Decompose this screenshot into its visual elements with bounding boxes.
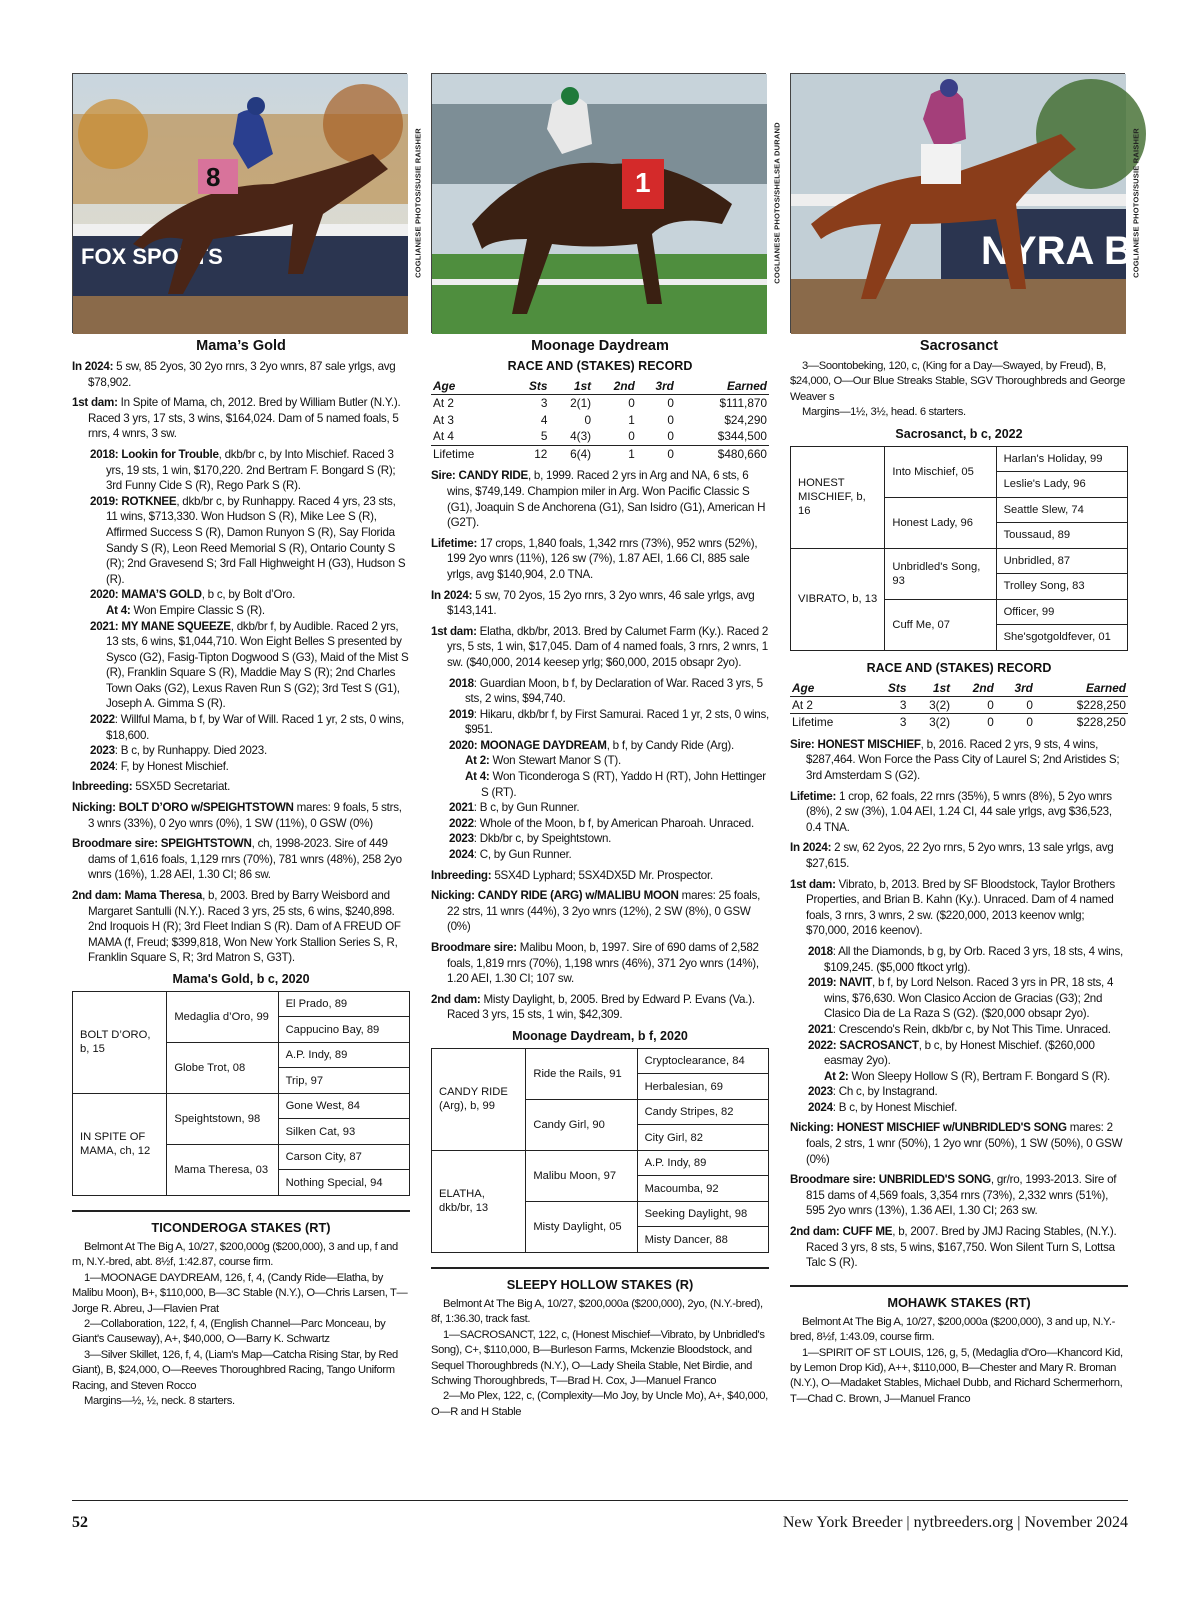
pedigree-paragraph	[72, 759, 410, 775]
pedigree-paragraph	[431, 831, 769, 847]
paragraph-text: , b, 2003. Bred by Barry Weisbord and Margaret Santulli (N.Y.). Raced 3 yrs, 25 sts, 6 wins, $240,898. 2nd Iroquois H (R); 3rd Fleet Indian S (R). Dam of A FREUD OF MAMA (f, Freud; $399,818, Won New York Stallion Series S, R, Franklin Square S, R; 3rd Matron S, G3T).	[88, 889, 401, 965]
pedigree-grandparent: Medaglia d’Oro, 99	[167, 991, 278, 1042]
paragraph-label: In 2024:	[431, 588, 473, 602]
record-cell: Lifetime	[790, 714, 869, 731]
record-header-cell: Age	[790, 680, 869, 697]
paragraph-text: Misty Daylight, b, 2005. Bred by Edward P. Evans (Va.). Raced 3 yrs, 15 sts, 1 win, $42,309.	[447, 992, 755, 1022]
pedigree-paragraph	[431, 738, 769, 754]
stakes-line: 2—Mo Plex, 122, c, (Complexity—Mo Joy, by Uncle Mo), A+, $40,000, O—R and H Stable	[431, 1390, 768, 1418]
paragraph-label: Inbreeding:	[72, 780, 133, 794]
paragraph-label: Broodmare sire:	[431, 941, 517, 954]
pedigree-great-grandparent: Toussaud, 89	[996, 523, 1127, 549]
paragraph-text: Elatha, dkb/br, 2013. Bred by Calumet Farm (Ky.). Raced 2 yrs, 5 sts, 1 win, $17,045. Dam of 4 named foals, 3 rnrs, 2 wnrs, 1 sw. ($40,000, 2014 keesep yrlg; $60,000, 2015 obsapr 2yo).	[447, 624, 769, 669]
paragraph-label: Lifetime:	[790, 789, 837, 803]
record-header-cell: 2nd	[593, 378, 637, 395]
pedigree-paragraph	[790, 975, 1128, 1022]
record-cell: 1	[628, 412, 635, 427]
stakes-results-continued	[790, 359, 1128, 421]
stakes-line: 1—SACROSANCT, 122, c, (Honest Mischief—Vibrato, by Unbridled's Song), C+, $110,000, B—Burleson Farms, Mckenzie Bloodstock, and Sequel Thoroughbreds (N.Y.), O—Lady Sheila Stable, Net Birdie, and Schwing Thoroughbreds, T—Brad H. Cox, J—Manuel Franco	[431, 1328, 765, 1387]
paragraph-label: 2019	[449, 707, 474, 721]
column-left	[72, 73, 423, 1409]
pedigree-notes	[431, 468, 769, 1023]
paragraph-text: : Willful Mama, b f, by War of Will. Raced 1 yr, 2 sts, 0 wins, $18,600.	[106, 713, 404, 742]
pedigree-paragraph	[790, 1084, 1128, 1100]
race-record-table	[790, 680, 1128, 731]
record-cell: 12	[510, 445, 549, 462]
banner-text: NYRA BE	[981, 229, 1160, 273]
pedigree-great-grandparent: Cryptoclearance, 84	[637, 1048, 768, 1074]
pedigree-paragraph	[790, 1022, 1128, 1038]
pedigree-grandparent: Unbridled's Song, 93	[885, 548, 996, 599]
race-photo	[431, 73, 766, 333]
pedigree-paragraph	[790, 1224, 1128, 1271]
record-cell: 2(1)	[570, 396, 592, 410]
pedigree-great-grandparent: Macoumba, 92	[637, 1176, 768, 1202]
record-header-cell: 1st	[908, 680, 952, 697]
paragraph-text: : All the Diamonds, b g, by Orb. Raced 3 yrs, 18 sts, 4 wins, $109,245. ($5,000 ftkoct yrlg).	[824, 944, 1123, 974]
paragraph-label: Broodmare sire: UNBRIDLED'S SONG	[790, 1173, 991, 1187]
paragraph-label: 2022	[90, 713, 115, 727]
paragraph-text: mares: 9 foals, 5 strs, 3 wnrs (33%), 0 2yo wnrs (0%), 1 SW (11%), 0 GSW (0%)	[88, 801, 402, 830]
record-cell: 1	[593, 445, 637, 462]
paragraph-text: : Whole of the Moon, b f, by American Pharoah. Unraced.	[473, 816, 754, 830]
paragraph-label: In 2024:	[72, 360, 114, 373]
record-header-cell: 3rd	[637, 378, 676, 395]
magazine-info: New York Breeder | nytbreeders.org | November 2024	[782, 1514, 1128, 1531]
pedigree-title: Moonage Daydream, b f, 2020	[512, 1028, 688, 1043]
paragraph-label: 2018	[449, 676, 474, 690]
pedigree-paragraph	[431, 816, 769, 832]
record-header-cell: Earned	[1035, 680, 1128, 697]
paragraph-text: : Crescendo's Rein, dkb/br c, by Not This Time. Unraced.	[832, 1022, 1111, 1036]
banner-text: FOX SPORTS	[81, 244, 223, 269]
paragraph-text: , b, 1999. Raced 2 yrs in Arg and NA, 6 sts, 6 wins, $749,149. Champion miler in Arg. Won Pacific Classic S (G1), Joaquin S de Anchorena (G1), San Isidro (G1), American H (G2T).	[447, 469, 766, 530]
pedigree-grandparent: Candy Girl, 90	[526, 1099, 637, 1150]
pedigree-great-grandparent: Seattle Slew, 74	[996, 497, 1127, 523]
pedigree-notes	[790, 737, 1128, 1271]
stakes-line: 1—MOONAGE DAYDREAM, 126, f, 4, (Candy Ride—Elatha, by Malibu Moon), B+, $110,000, B—3C Stable (N.Y.), O—Chris Larsen, T—Jorge R. Abreu, J—Flavien Prat	[72, 1271, 408, 1315]
paragraph-text: : Hikaru, dkb/br f, by First Samurai. Raced 1 yr, 2 sts, 0 wins, $951.	[465, 707, 769, 737]
pedigree-grandparent: Mama Theresa, 03	[167, 1144, 278, 1195]
stakes-line: 2—Collaboration, 122, f, 4, (English Channel—Parc Monceau, by Giant's Causeway), A+, $40,000, O—Barry K. Schwartz	[72, 1318, 386, 1346]
pedigree-paragraph	[72, 619, 410, 713]
record-header-cell: Sts	[510, 378, 549, 395]
photo-sacrosanct	[790, 73, 1160, 333]
pedigree-great-grandparent: Harlan's Holiday, 99	[996, 446, 1127, 472]
pedigree-paragraph	[72, 494, 410, 588]
record-cell: 5	[540, 429, 548, 444]
pedigree-paragraph	[431, 753, 769, 769]
pedigree-great-grandparent: El Prado, 89	[278, 991, 409, 1017]
pedigree-paragraph	[431, 588, 769, 619]
record-row	[790, 714, 1128, 731]
paragraph-text: : B c, by Honest Mischief.	[832, 1100, 958, 1114]
paragraph-text: : F, by Honest Mischief.	[114, 759, 229, 773]
record-row	[790, 696, 1128, 714]
pedigree-paragraph	[72, 836, 410, 883]
pedigree-parent: HONEST MISCHIEF, b, 16	[791, 446, 885, 548]
record-header-cell: Sts	[869, 680, 908, 697]
paragraph-text: 5SX5D Secretariat.	[132, 780, 231, 794]
pedigree-great-grandparent: Carson City, 87	[278, 1144, 409, 1170]
pedigree-paragraph	[431, 624, 769, 671]
pedigree-great-grandparent: Officer, 99	[996, 599, 1127, 625]
paragraph-label: 1st dam:	[431, 624, 477, 638]
paragraph-text: : B c, by Runhappy. Died 2023.	[114, 744, 267, 758]
paragraph-text: , ch, 1998-2023. Sire of 449 dams of 1,616 foals, 1,129 rnrs (70%), 781 wnrs (48%), 258 2yo wnrs (16%), 1.28 AEI, 1.30 CI; 86 sw.	[88, 837, 402, 882]
pedigree-great-grandparent: City Girl, 82	[637, 1125, 768, 1151]
photo-moonage-daydream	[431, 73, 782, 333]
paragraph-text: , b f, by Lord Nelson. Raced 3 yrs in PR, 18 sts, 4 wins, $76,630. Won Clasico Accion de Gracias (G3); 2nd Clasico Dia de La Raza S (G2). ($20,000 obsapr 2yo).	[824, 976, 1114, 1021]
paragraph-label: Broodmare sire: SPEIGHTSTOWN	[72, 837, 252, 851]
pedigree-paragraph	[431, 676, 769, 707]
stakes-line: Margins—½, ½, neck. 8 starters.	[84, 1395, 235, 1408]
paragraph-text: , dkb/br c, by Runhappy. Raced 4 yrs, 23 sts, 11 wins, $713,330. Won Hudson S (R), Mike Lee S (R), Affirmed Success S (R), Damon Runyon S (R), Say Florida Sandy S (R), Leon Reed Memorial S (R), Ontario County S (R); 2nd Gravesend S; 3rd Fall Highweight H (G3), Hudson S (R).	[106, 494, 406, 586]
stakes-line: Margins—1½, 3½, head. 6 starters.	[802, 406, 966, 419]
pedigree-paragraph	[72, 359, 410, 390]
pedigree-great-grandparent: Trolley Song, 83	[996, 574, 1127, 600]
record-row	[431, 412, 769, 429]
paragraph-text: 1 crop, 62 foals, 22 rnrs (35%), 5 wnrs (8%), 5 2yo wnrs (8%), 2 sw (3%), 1.04 AEI, 1.24 CI, 44 sale yrlgs, avg $36,523, 0.4 TNA.	[806, 789, 1112, 834]
paragraph-label: 2021: MY MANE SQUEEZE	[90, 619, 231, 633]
record-header-cell: Earned	[676, 378, 769, 395]
pedigree-paragraph	[431, 536, 769, 583]
footer-rule	[72, 1500, 1128, 1501]
pedigree-paragraph	[431, 468, 769, 530]
record-cell: 3(2)	[929, 697, 951, 712]
pedigree-great-grandparent: Herbalesian, 69	[637, 1074, 768, 1100]
pedigree-paragraph	[431, 992, 769, 1023]
record-cell: 3	[540, 396, 548, 410]
pedigree-paragraph	[431, 940, 769, 987]
record-cell: At 3	[433, 412, 454, 427]
paragraph-text: , b, 2007. Bred by JMJ Racing Stables, (N.Y.). Raced 3 yrs, 8 sts, 5 wins, $167,750. Won Silent Turn S, Lottsa Talc S (R).	[806, 1225, 1117, 1270]
pedigree-paragraph	[790, 1120, 1128, 1167]
paragraph-label: Sire: CANDY RIDE	[431, 469, 528, 483]
pedigree-paragraph	[790, 1172, 1128, 1219]
pedigree-title: Sacrosanct, b c, 2022	[895, 426, 1023, 441]
paragraph-text: In Spite of Mama, ch, 2012. Bred by William Butler (N.Y.). Raced 3 yrs, 17 sts, 3 wins, $164,024. Dam of 5 named foals, 5 rnrs, 4 wnrs, 3 sw.	[88, 396, 401, 441]
record-cell: 3	[869, 714, 908, 731]
pedigree-paragraph	[72, 888, 410, 966]
pedigree-paragraph	[72, 743, 410, 759]
pedigree-grandparent: Honest Lady, 96	[885, 497, 996, 548]
pedigree-great-grandparent: Misty Dancer, 88	[637, 1227, 768, 1253]
paragraph-text: Malibu Moon, b, 1997. Sire of 690 dams of 2,582 foals, 1,819 rnrs (70%), 1,198 wnrs (46%), 371 2yo wnrs (14%), 1.20 AEI, 1.30 CI; 107 sw.	[447, 941, 759, 986]
paragraph-text: Won Empire Classic S (R).	[130, 603, 265, 617]
stakes-line: Belmont At The Big A, 10/27, $200,000a ($200,000), 2yo, (N.Y.-bred), 8f, 1:36.30, track fast.	[431, 1297, 763, 1326]
pedigree-grandparent: Globe Trot, 08	[167, 1042, 278, 1093]
record-cell: 0	[637, 445, 676, 462]
record-header-cell: 1st	[549, 378, 593, 395]
pedigree-paragraph	[790, 944, 1128, 975]
paragraph-label: 1st dam:	[72, 396, 118, 410]
paragraph-text: : Ch c, by Instagrand.	[832, 1085, 938, 1099]
pedigree-notes	[72, 359, 410, 966]
record-cell: 0	[628, 396, 635, 410]
pedigree-paragraph	[431, 707, 769, 738]
record-header-cell: 2nd	[952, 680, 996, 697]
paragraph-text: , b f, by Candy Ride (Arg).	[606, 738, 734, 752]
paragraph-text: , b c, by Bolt d’Oro.	[201, 588, 296, 602]
record-title: RACE AND (STAKES) RECORD	[866, 660, 1052, 675]
paragraph-text: : C, by Gun Runner.	[473, 848, 572, 862]
pedigree-paragraph	[790, 877, 1128, 939]
paragraph-label: Inbreeding:	[431, 868, 492, 882]
pedigree-table	[790, 446, 1128, 651]
record-cell: 0	[996, 714, 1035, 731]
record-cell: 0	[628, 429, 635, 444]
paragraph-label: Lifetime:	[431, 536, 478, 550]
paragraph-text: Vibrato, b, 2013. Bred by SF Bloodstock, Taylor Brothers Properties, and Brian B. Kahn (Ky.). Unraced. Dam of 4 named foals, 3 rnrs, 3 wnrs, 2 sw. ($220,000, 2013 keenov wnlg; $70,000, 2016 keenov).	[806, 877, 1115, 938]
pedigree-paragraph	[72, 603, 410, 619]
pedigree-grandparent: Malibu Moon, 97	[526, 1150, 637, 1201]
paragraph-label: At 4:	[465, 770, 490, 784]
record-cell: Lifetime	[431, 445, 510, 462]
paragraph-label: In 2024:	[790, 841, 832, 855]
record-cell: $111,870	[719, 396, 767, 410]
paragraph-text: Won Ticonderoga S (RT), Yaddo H (RT), John Hettinger S (RT).	[481, 770, 766, 799]
paragraph-text: 2 sw, 62 2yos, 22 2yo rnrs, 5 2yo wnrs, 13 sale yrlgs, avg $27,615.	[806, 841, 1114, 870]
pedigree-parent: VIBRATO, b, 13	[791, 548, 885, 650]
record-cell: $228,250	[1035, 714, 1128, 731]
pedigree-paragraph	[72, 779, 410, 795]
photo-credit: COGLIANESE PHOTOS/SUSIE RAISHER	[1131, 128, 1141, 278]
pedigree-paragraph	[790, 1038, 1128, 1069]
page-number: 52	[72, 1514, 88, 1531]
paragraph-text: mares: 2 foals, 2 strs, 1 wnr (50%), 1 2yo wnr (50%), 1 SW (50%), 0 GSW (0%)	[806, 1121, 1123, 1166]
paragraph-label: 2024	[808, 1100, 833, 1114]
pedigree-great-grandparent: Cappucino Bay, 89	[278, 1017, 409, 1043]
paragraph-label: 2023	[808, 1085, 833, 1099]
record-title: RACE AND (STAKES) RECORD	[507, 359, 693, 373]
record-cell: At 4	[433, 429, 454, 444]
pedigree-great-grandparent: Silken Cat, 93	[278, 1119, 409, 1145]
stakes-line: Belmont At The Big A, 10/27, $200,000a ($200,000), 3 and up, N.Y.-bred, 8½f, 1:43.09, course firm.	[790, 1315, 1115, 1344]
record-cell: 0	[667, 396, 674, 410]
paragraph-label: 2022: SACROSANCT	[808, 1038, 919, 1052]
paragraph-label: 2nd dam: Mama Theresa	[72, 889, 203, 902]
pedigree-great-grandparent: Nothing Special, 94	[278, 1170, 409, 1196]
paragraph-label: 2021	[808, 1022, 833, 1036]
pedigree-paragraph	[790, 840, 1128, 871]
stakes-title: TICONDEROGA STAKES (RT)	[72, 1210, 410, 1235]
pedigree-paragraph	[790, 1069, 1128, 1085]
paragraph-label: 2020: MAMA’S GOLD	[90, 588, 202, 602]
stakes-results	[72, 1240, 410, 1409]
paragraph-label: 2023	[90, 744, 115, 758]
record-cell: 0	[667, 429, 674, 444]
pedigree-parent: CANDY RIDE (Arg), b, 99	[432, 1048, 526, 1150]
paragraph-text: , b, 2016. Raced 2 yrs, 9 sts, 4 wins, $287,464. Won Force the Pass City of Laurel S; 2nd Aristides S; 3rd Amsterdam S (G2).	[806, 737, 1120, 782]
pedigree-great-grandparent: Candy Stripes, 82	[637, 1099, 768, 1125]
pedigree-grandparent: Cuff Me, 07	[885, 599, 996, 650]
paragraph-label: 2019: ROTKNEE	[90, 494, 177, 508]
pedigree-paragraph	[72, 395, 410, 442]
record-cell: 0	[952, 714, 996, 731]
race-photo	[72, 73, 407, 333]
record-cell: At 2	[433, 396, 454, 410]
record-row	[431, 445, 769, 462]
stakes-line: 1—SPIRIT OF ST LOUIS, 126, g, 5, (Medaglia d'Oro—Khancord Kid, by Lemon Drop Kid), A++, $110,000, B—Chester and Mary R. Broman (N.Y.), O—Madaket Stables, Michael Dubb, and Richard Schermerhorn, T—Chad C. Brown, J—Manuel Franco	[790, 1346, 1123, 1405]
photo-mamas-gold	[72, 73, 423, 333]
paragraph-text: : Dkb/br c, by Speightstown.	[473, 832, 612, 846]
pedigree-table	[431, 1048, 769, 1253]
paragraph-label: 2020: MOONAGE DAYDREAM	[449, 738, 607, 752]
record-cell: 0	[1026, 697, 1033, 712]
paragraph-label: 2nd dam: CUFF ME	[790, 1225, 893, 1239]
pedigree-great-grandparent: She'sgotgoldfever, 01	[996, 625, 1127, 651]
pedigree-grandparent: Ride the Rails, 91	[526, 1048, 637, 1099]
stakes-line: Belmont At The Big A, 10/27, $200,000g ($200,000), 3 and up, f and m, N.Y.-bred, abt. 8½f, 1:42.87, course firm.	[72, 1240, 398, 1269]
paragraph-label: Nicking: HONEST MISCHIEF w/UNBRIDLED'S SONG	[790, 1121, 1067, 1135]
paragraph-label: 2024	[449, 848, 474, 862]
paragraph-label: Sire: HONEST MISCHIEF	[790, 737, 921, 751]
paragraph-text: , gr/ro, 1993-2013. Sire of 815 dams of 4,569 foals, 3,354 rnrs (73%), 2,332 wnrs (51%), 595 2yo wnrs (13%), 1.36 AEI, 1.30 CI; 263 sw.	[806, 1173, 1117, 1218]
photo-credit: COGLIANESE PHOTOS/SHELSEA DURAND	[772, 122, 782, 284]
paragraph-text: 5 sw, 85 2yos, 30 2yo rnrs, 3 2yo wnrs, 87 sale yrlgs, avg $78,902.	[88, 360, 396, 389]
svg-text:8: 8	[206, 162, 221, 192]
paragraph-text: 17 crops, 1,840 foals, 1,342 rnrs (73%), 952 wnrs (52%), 199 2yo wnrs (11%), 126 sw (7%), 1.87 AEI, 1.66 CI, 885 sale yrlgs, avg $140,904, 2.0 TNA.	[447, 536, 758, 581]
pedigree-grandparent: Misty Daylight, 05	[526, 1201, 637, 1252]
record-cell: $24,290	[724, 412, 767, 427]
record-cell: At 2	[792, 697, 813, 712]
pedigree-great-grandparent: Leslie's Lady, 96	[996, 472, 1127, 498]
record-header-cell: Age	[431, 378, 510, 395]
pedigree-great-grandparent: A.P. Indy, 89	[278, 1042, 409, 1068]
paragraph-label: Nicking: BOLT D’ORO w/SPEIGHTSTOWN	[72, 801, 294, 815]
paragraph-label: 2023	[449, 832, 474, 846]
record-cell: 4	[540, 412, 548, 427]
pedigree-paragraph	[72, 712, 410, 743]
paragraph-label: 2018: Lookin for Trouble	[90, 447, 219, 461]
stakes-title: SLEEPY HOLLOW STAKES (R)	[431, 1267, 769, 1292]
stakes-line: 3—Soontobeking, 120, c, (King for a Day—Swayed, by Freud), B, $24,000, O—Our Blue Streaks Stable, SGV Thoroughbreds and George Weaver s	[790, 360, 1125, 403]
paragraph-text: : Guardian Moon, b f, by Declaration of War. Raced 3 yrs, 5 sts, 2 wins, $94,740.	[465, 676, 763, 706]
pedigree-great-grandparent: Seeking Daylight, 98	[637, 1201, 768, 1227]
record-cell: 3(2)	[908, 714, 952, 731]
photo-credit: COGLIANESE PHOTOS/SUSIE RAISHER	[413, 128, 423, 278]
paragraph-label: At 2:	[465, 754, 490, 768]
pedigree-paragraph	[431, 800, 769, 816]
record-cell: 6(4)	[549, 445, 593, 462]
record-cell: $480,660	[676, 445, 769, 462]
paragraph-text: 5 sw, 70 2yos, 15 2yo rnrs, 3 2yo wnrs, 46 sale yrlgs, avg $143,141.	[447, 588, 755, 618]
pedigree-paragraph	[431, 847, 769, 863]
stakes-results	[790, 1315, 1128, 1407]
pedigree-paragraph	[431, 888, 769, 935]
record-cell: 4(3)	[570, 429, 592, 444]
stakes-title: MOHAWK STAKES (RT)	[790, 1285, 1128, 1310]
photo-caption: Mama’s Gold	[196, 338, 286, 354]
paragraph-label: Nicking: CANDY RIDE (ARG) w/MALIBU MOON	[431, 889, 679, 903]
paragraph-label: 2024	[90, 759, 115, 773]
record-row	[431, 428, 769, 445]
paragraph-text: : B c, by Gun Runner.	[473, 801, 580, 815]
record-cell: 0	[667, 412, 674, 427]
pedigree-great-grandparent: Trip, 97	[278, 1068, 409, 1094]
stakes-line: 3—Silver Skillet, 126, f, 4, (Liam's Map—Catcha Rising Star, by Red Giant), B, $24,000, O—Reeves Thoroughbred Racing, Tango Uniform Racing, and Steven Rocco	[72, 1348, 398, 1392]
pedigree-paragraph	[72, 447, 410, 494]
record-cell: 0	[987, 697, 994, 712]
pedigree-great-grandparent: Gone West, 84	[278, 1093, 409, 1119]
pedigree-great-grandparent: A.P. Indy, 89	[637, 1150, 768, 1176]
column-right	[790, 73, 1160, 1407]
pedigree-paragraph	[431, 868, 769, 884]
pedigree-paragraph	[790, 789, 1128, 836]
pedigree-paragraph	[790, 737, 1128, 784]
pedigree-paragraph	[72, 800, 410, 831]
paragraph-text: mares: 25 foals, 22 strs, 11 wnrs (44%), 3 2yo wnrs (12%), 2 SW (8%), 0 GSW (0%)	[447, 889, 761, 934]
paragraph-text: 5SX4D Lyphard; 5SX4DX5D Mr. Prospector.	[491, 868, 713, 882]
record-row	[431, 395, 769, 412]
pedigree-parent: ELATHA, dkb/br, 13	[432, 1150, 526, 1252]
paragraph-label: 2022	[449, 816, 474, 830]
pedigree-grandparent: Into Mischief, 05	[885, 446, 996, 497]
paragraph-label: 2nd dam:	[431, 992, 481, 1006]
paragraph-text: , dkb/br c, by Into Mischief. Raced 3 yrs, 19 sts, 1 win, $170,220. 2nd Bertram F. Bongard S (R); 3rd Funny Cide S (R), Rego Park S (R).	[106, 447, 396, 493]
paragraph-text: , b c, by Honest Mischief. ($260,000 easmay 2yo).	[824, 1038, 1095, 1068]
paragraph-text: Won Sleepy Hollow S (R), Bertram F. Bongard S (R).	[848, 1069, 1111, 1083]
paragraph-label: 2021	[449, 801, 474, 815]
record-cell: 3	[899, 697, 907, 712]
record-cell: $344,500	[717, 429, 767, 444]
photo-caption: Sacrosanct	[919, 338, 999, 354]
record-cell: 0	[584, 412, 592, 427]
pedigree-table	[72, 991, 410, 1196]
record-cell: $228,250	[1076, 697, 1126, 712]
pedigree-paragraph	[790, 1100, 1128, 1116]
pedigree-paragraph	[431, 769, 769, 800]
stakes-results	[431, 1297, 769, 1420]
column-middle	[431, 73, 782, 1420]
paragraph-label: 2018	[808, 944, 833, 958]
paragraph-label: At 2:	[824, 1069, 849, 1083]
pedigree-parent: BOLT D’ORO, b, 15	[73, 991, 167, 1093]
paragraph-label: 2019: NAVIT	[808, 976, 873, 990]
paragraph-label: 1st dam:	[790, 877, 836, 891]
record-header-cell: 3rd	[996, 680, 1035, 697]
pedigree-great-grandparent: Unbridled, 87	[996, 548, 1127, 574]
pedigree-title: Mama's Gold, b c, 2020	[172, 971, 310, 986]
pedigree-parent: IN SPITE OF MAMA, ch, 12	[73, 1093, 167, 1195]
paragraph-text: Won Stewart Manor S (T).	[489, 754, 621, 768]
paragraph-label: At 4:	[106, 603, 131, 617]
race-record-table	[431, 378, 769, 462]
pedigree-paragraph	[72, 587, 410, 603]
pedigree-grandparent: Speightstown, 98	[167, 1093, 278, 1144]
svg-text:1: 1	[635, 167, 651, 198]
paragraph-text: , dkb/br f, by Audible. Raced 2 yrs, 13 sts, 6 wins, $1,044,710. Won Eight Belles S presented by Sysco (G2), Fasig-Tipton Dogwood S (G3), Maid of the Mist S (R), Franklin Square S (R), Maddie May S (R); 2nd Charles Town Oaks (G2), Lexus Raven Run S (G2); 3rd Test S (G1), Joseph A. Gimma S (R).	[106, 619, 409, 711]
photo-caption: Moonage Daydream	[531, 338, 669, 354]
